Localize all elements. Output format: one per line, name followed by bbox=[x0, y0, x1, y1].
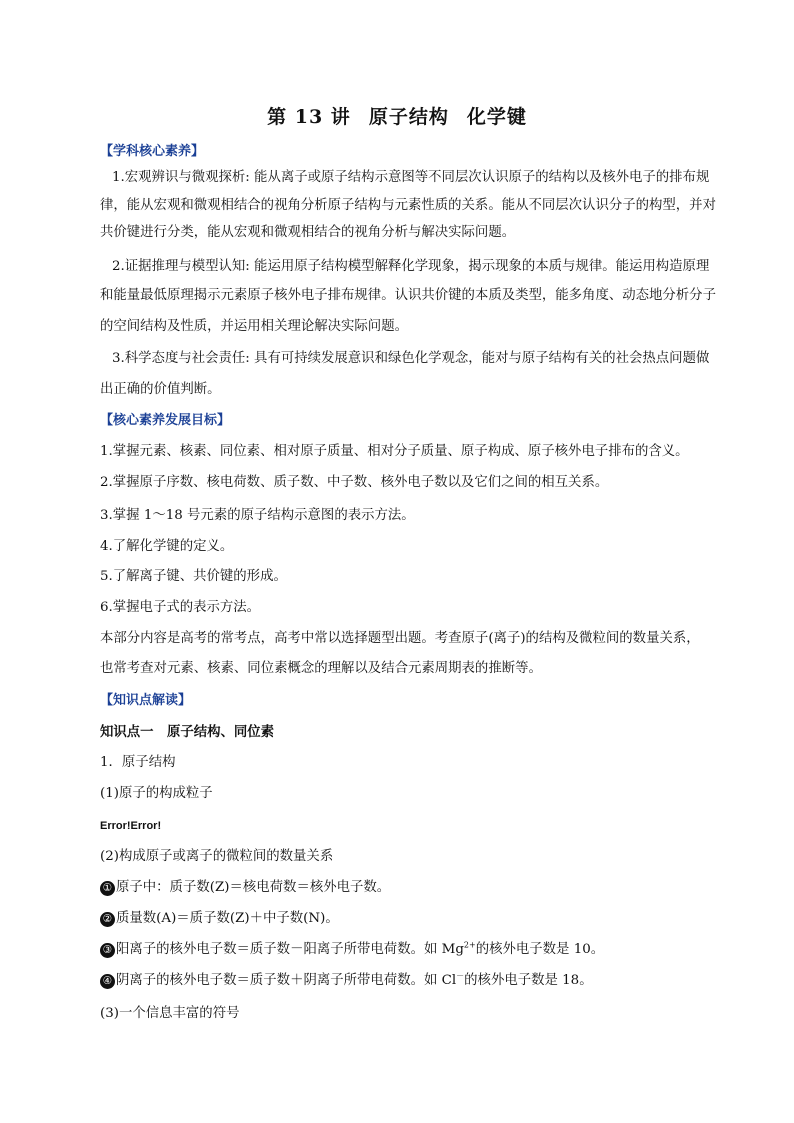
subsection-rich-symbol: (3)一个信息丰富的符号 bbox=[100, 1006, 240, 1021]
goal-2: 2.掌握原子序数、核电荷数、质子数、中子数、核外电子数以及它们之间的相互关系。 bbox=[100, 475, 609, 490]
relation-3-text-b: 的核外电子数是 10。 bbox=[475, 942, 605, 957]
goal-1: 1.掌握元素、核素、同位素、相对原子质量、相对分子质量、原子构成、原子核外电子排布的含义。 bbox=[100, 444, 689, 459]
goal-6: 6.掌握电子式的表示方法。 bbox=[100, 600, 261, 615]
relation-item-1 bbox=[100, 878, 390, 898]
cl-charge-superscript: － bbox=[456, 971, 465, 981]
paragraph-1-line-3: 共价键进行分类，能从宏观和微观相结合的视角分析与解决实际问题。 bbox=[100, 225, 516, 240]
paragraph-1-line-2: 律，能从宏观和微观相结合的视角分析原子结构与元素性质的关系。能从不同层次认识分子的构型，并对 bbox=[100, 198, 716, 213]
paragraph-1-line-1: 1.宏观辨识与微观探析: 能从离子或原子结构示意图等不同层次认识原子的结构以及核外电子的排布规 bbox=[112, 170, 710, 185]
title-topic-2: 化学键 bbox=[466, 106, 527, 128]
relation-1-text: 原子中：质子数(Z)＝核电荷数＝核外电子数。 bbox=[116, 880, 391, 895]
paragraph-2-line-3: 的空间结构及性质，并运用相关理论解决实际问题。 bbox=[100, 319, 408, 334]
section-knowledge-heading: 【知识点解读】 bbox=[100, 693, 192, 708]
subsection-particle-relations: (2)构成原子或离子的微粒间的数量关系 bbox=[100, 849, 334, 864]
paragraph-2-line-2: 和能量最低原理揭示元素原子核外电子排布规律。认识共价键的本质及类型，能多角度、动态地分析分子 bbox=[100, 288, 716, 303]
note-line-1: 本部分内容是高考的常考点，高考中常以选择题型出题。考查原子(离子)的结构及微粒间的数量关系， bbox=[100, 631, 700, 646]
title-topic-1: 原子结构 bbox=[368, 106, 449, 128]
relation-4-text-a: 阴离子的核外电子数＝质子数＋阴离子所带电荷数。如 Cl bbox=[116, 973, 457, 988]
circled-number-3: ③ bbox=[100, 943, 115, 958]
relation-item-3 bbox=[100, 940, 604, 960]
relation-4-text-b: 的核外电子数是 18。 bbox=[464, 973, 593, 988]
page-title bbox=[0, 102, 794, 129]
mg-charge-superscript: 2+ bbox=[463, 940, 476, 950]
section-core-heading: 【学科核心素养】 bbox=[100, 144, 205, 159]
relation-item-2 bbox=[100, 909, 339, 929]
section-goals-heading: 【核心素养发展目标】 bbox=[100, 413, 231, 428]
circled-number-2: ② bbox=[100, 912, 115, 927]
paragraph-3-line-1: 3.科学态度与社会责任: 具有可持续发展意识和绿色化学观念，能对与原子结构有关的社会热点问题做 bbox=[112, 351, 710, 366]
subsection-atomic-structure: 1．原子结构 bbox=[100, 755, 176, 770]
title-lecture: 第 13 讲 bbox=[267, 106, 351, 128]
circled-number-1: ① bbox=[100, 881, 115, 896]
relation-2-text: 质量数(A)＝质子数(Z)＋中子数(N)。 bbox=[116, 911, 339, 926]
paragraph-3-line-2: 出正确的价值判断。 bbox=[100, 382, 221, 397]
relation-item-4 bbox=[100, 971, 593, 991]
goal-5: 5.了解离子键、共价键的形成。 bbox=[100, 569, 287, 584]
paragraph-2-line-1: 2.证据推理与模型认知: 能运用原子结构模型解释化学现象，揭示现象的本质与规律。能运用构造原理 bbox=[112, 259, 710, 274]
subsection-atomic-particles: (1)原子的构成粒子 bbox=[100, 786, 213, 801]
circled-number-4: ④ bbox=[100, 974, 115, 989]
knowledge-point-1-heading: 知识点一 原子结构、同位素 bbox=[100, 724, 275, 740]
note-line-2: 也常考查对元素、核素、同位素概念的理解以及结合元素周期表的推断等。 bbox=[100, 661, 542, 676]
relation-3-text-a: 阳离子的核外电子数＝质子数－阳离子所带电荷数。如 Mg bbox=[116, 942, 464, 957]
goal-3: 3.掌握 1～18 号元素的原子结构示意图的表示方法。 bbox=[100, 508, 415, 523]
error-text: Error!Error! bbox=[100, 820, 162, 832]
goal-4: 4.了解化学键的定义。 bbox=[100, 539, 234, 554]
